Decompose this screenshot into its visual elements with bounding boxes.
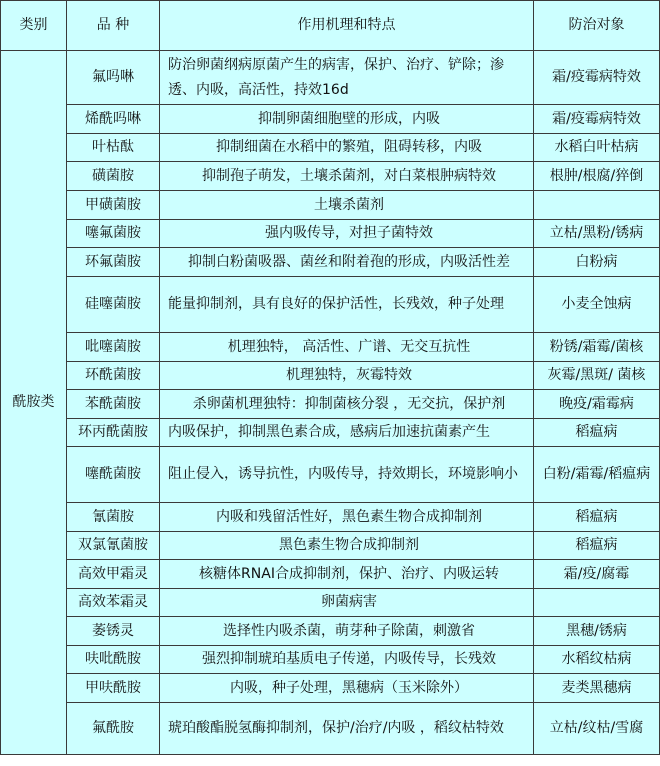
target-cell: 霜/疫霉病特效 <box>534 105 660 134</box>
variety-cell: 苯酰菌胺 <box>67 390 160 419</box>
variety-cell: 双氯氰菌胺 <box>67 532 160 560</box>
variety-cell: 烯酰吗啉 <box>67 105 160 134</box>
variety-cell: 甲呋酰胺 <box>67 674 160 703</box>
target-cell: 白粉病 <box>534 248 660 277</box>
mechanism-cell: 机理独特，灰霉特效 <box>160 362 534 390</box>
target-cell: 霜/疫/腐霉 <box>534 560 660 589</box>
table-row <box>1 503 660 532</box>
table-row <box>1 333 660 362</box>
variety-cell: 氰菌胺 <box>67 503 160 532</box>
mechanism-cell: 黑色素生物合成抑制剂 <box>160 532 534 560</box>
variety-cell: 硅噻菌胺 <box>67 277 160 333</box>
table-row <box>1 674 660 703</box>
table-row <box>1 105 660 134</box>
variety-cell: 环酰菌胺 <box>67 362 160 390</box>
target-cell: 小麦全蚀病 <box>534 277 660 333</box>
table-row <box>1 560 660 589</box>
target-cell: 粉锈/霜霉/菌核 <box>534 333 660 362</box>
variety-cell: 环丙酰菌胺 <box>67 419 160 447</box>
target-cell <box>534 191 660 220</box>
target-cell <box>534 589 660 617</box>
mechanism-cell: 内吸保护，抑制黑色素合成，感病后加速抗菌素产生 <box>160 419 534 447</box>
table-row <box>1 248 660 277</box>
variety-cell: 高效苯霜灵 <box>67 589 160 617</box>
target-cell: 稻瘟病 <box>534 532 660 560</box>
target-cell: 立枯/黑粉/锈病 <box>534 220 660 248</box>
header-variety: 品 种 <box>67 1 160 51</box>
table-row <box>1 646 660 674</box>
mechanism-cell: 强烈抑制琥珀基质电子传递，内吸传导，长残效 <box>160 646 534 674</box>
table-row <box>1 390 660 419</box>
mechanism-cell: 抑制卵菌细胞壁的形成，内吸 <box>160 105 534 134</box>
target-cell: 根肿/根腐/猝倒 <box>534 162 660 191</box>
table-row <box>1 220 660 248</box>
table-row <box>1 589 660 617</box>
target-cell: 水稻纹枯病 <box>534 646 660 674</box>
mechanism-cell: 机理独特， 高活性、广谱、无交互抗性 <box>160 333 534 362</box>
table-row <box>1 362 660 390</box>
table-row <box>1 51 660 105</box>
variety-cell: 甲磺菌胺 <box>67 191 160 220</box>
target-cell: 立枯/纹枯/雪腐 <box>534 703 660 755</box>
table-row <box>1 162 660 191</box>
mechanism-cell: 内吸，种子处理，黑穗病（玉米除外） <box>160 674 534 703</box>
mechanism-cell: 核糖体RNAⅠ合成抑制剂，保护、治疗、内吸运转 <box>160 560 534 589</box>
target-cell: 霜/疫霉病特效 <box>534 51 660 105</box>
variety-cell: 氟吗啉 <box>67 51 160 105</box>
target-cell: 水稻白叶枯病 <box>534 134 660 162</box>
category-cell: 酰胺类 <box>1 51 67 755</box>
header-category: 类别 <box>1 1 67 51</box>
target-cell: 灰霉/黑斑/ 菌核 <box>534 362 660 390</box>
header-mechanism: 作用机理和特点 <box>160 1 534 51</box>
target-cell: 麦类黑穗病 <box>534 674 660 703</box>
mechanism-cell: 土壤杀菌剂 <box>160 191 534 220</box>
mechanism-cell: 卵菌病害 <box>160 589 534 617</box>
mechanism-cell: 选择性内吸杀菌，萌芽种子除菌，刺激省 <box>160 617 534 646</box>
mechanism-cell: 内吸和残留活性好，黑色素生物合成抑制剂 <box>160 503 534 532</box>
target-cell: 稻瘟病 <box>534 419 660 447</box>
table-row <box>1 703 660 755</box>
mechanism-cell: 杀卵菌机理独特：抑制菌核分裂 ，无交抗，保护剂 <box>160 390 534 419</box>
target-cell: 晚疫/霜霉病 <box>534 390 660 419</box>
variety-cell: 叶枯酞 <box>67 134 160 162</box>
header-row <box>1 1 660 51</box>
header-target: 防治对象 <box>534 1 660 51</box>
variety-cell: 噻氟菌胺 <box>67 220 160 248</box>
table-row <box>1 617 660 646</box>
mechanism-cell: 防治卵菌纲病原菌产生的病害，保护、治疗、铲除；渗透、内吸，高活性，持效16d <box>160 51 534 105</box>
variety-cell: 高效甲霜灵 <box>67 560 160 589</box>
table-row <box>1 447 660 503</box>
mechanism-cell: 抑制细菌在水稻中的繁殖，阻碍转移，内吸 <box>160 134 534 162</box>
table-row <box>1 134 660 162</box>
target-cell: 黑穗/锈病 <box>534 617 660 646</box>
mechanism-cell: 强内吸传导，对担子菌特效 <box>160 220 534 248</box>
variety-cell: 呋吡酰胺 <box>67 646 160 674</box>
mechanism-cell: 抑制孢子萌发，土壤杀菌剂，对白菜根肿病特效 <box>160 162 534 191</box>
table-body <box>1 51 660 755</box>
table-row <box>1 419 660 447</box>
variety-cell: 氟酰胺 <box>67 703 160 755</box>
table-row <box>1 191 660 220</box>
target-cell: 稻瘟病 <box>534 503 660 532</box>
variety-cell: 环氟菌胺 <box>67 248 160 277</box>
table-row <box>1 277 660 333</box>
variety-cell: 吡噻菌胺 <box>67 333 160 362</box>
target-cell: 白粉/霜霉/稻瘟病 <box>534 447 660 503</box>
table-row <box>1 532 660 560</box>
mechanism-cell: 阻止侵入，诱导抗性，内吸传导，持效期长，环境影响小 <box>160 447 534 503</box>
variety-cell: 噻酰菌胺 <box>67 447 160 503</box>
variety-cell: 萎锈灵 <box>67 617 160 646</box>
mechanism-cell: 能量抑制剂，具有良好的保护活性，长残效，种子处理 <box>160 277 534 333</box>
variety-cell: 磺菌胺 <box>67 162 160 191</box>
mechanism-cell: 琥珀酸酯脱氢酶抑制剂，保护/治疗/内吸 ，稻纹枯特效 <box>160 703 534 755</box>
mechanism-cell: 抑制白粉菌吸器、菌丝和附着孢的形成，内吸活性差 <box>160 248 534 277</box>
